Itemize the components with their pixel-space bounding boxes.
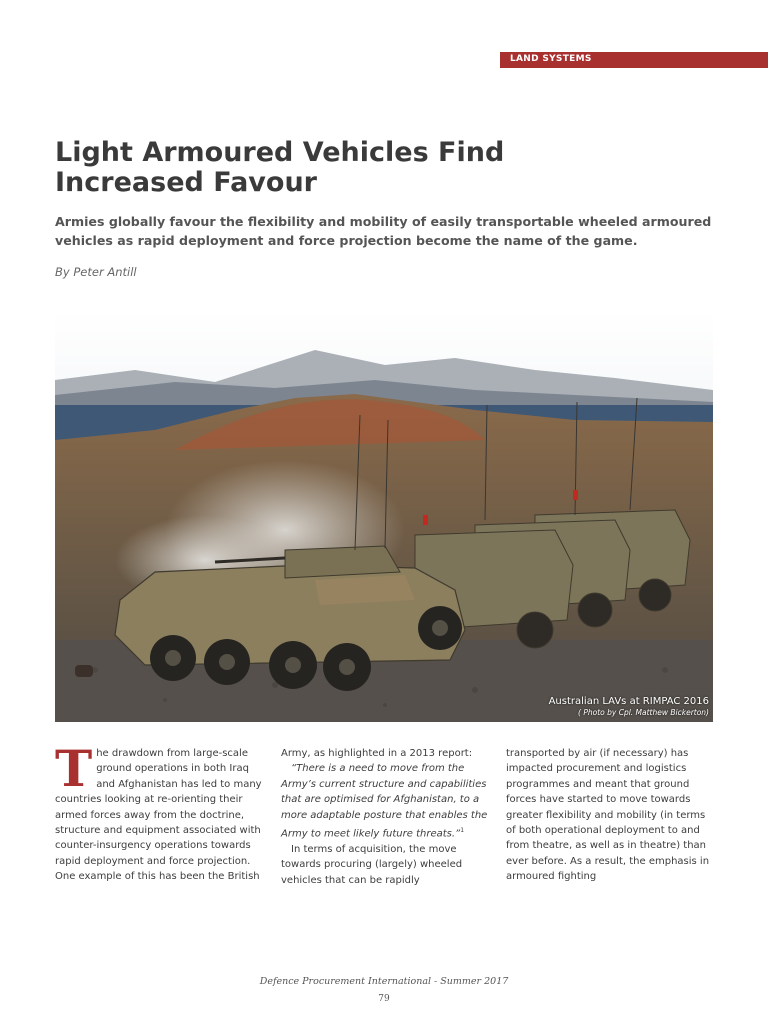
body-column-3 bbox=[506, 746, 716, 885]
body-paragraph-1 bbox=[55, 739, 267, 885]
drop-cap: T bbox=[55, 739, 93, 798]
armoured-vehicles-photo bbox=[55, 310, 713, 722]
body-paragraph-2-continued: Army, as highlighted in a 2013 report: bbox=[281, 748, 473, 759]
section-label: LAND SYSTEMS bbox=[510, 54, 592, 64]
article-title bbox=[55, 138, 695, 198]
body-paragraph-3-continued: transported by air (if necessary) has impacted procurement and logistics programmes and meant that ground forces have started to move towards greater flexibility and mobility (in terms of both operational deployment to and from theatre, as well as in theatre) than ever before. As a result, the emphasis in armoured fighting bbox=[506, 748, 710, 883]
body-paragraph-1-text: he drawdown from large-scale ground operations in both Iraq and Afghanistan has led to many countries looking at re-orienting their armed forces away from the doctrine, structure and equipment associated with counter-insurgency operations towards rapid deployment and force projection. One example of this has been the British bbox=[55, 748, 262, 883]
page-number: 79 bbox=[378, 994, 390, 1004]
publication-footer: Defence Procurement International - Summer 2017 bbox=[259, 976, 509, 987]
section-banner bbox=[500, 52, 768, 68]
body-column-1 bbox=[55, 739, 267, 885]
article-title-line-1: Light Armoured Vehicles Find bbox=[55, 137, 505, 168]
body-column-2 bbox=[281, 746, 495, 888]
footnote-marker: 1 bbox=[460, 827, 465, 835]
block-quote-text: “There is a need to move from the Army’s current structure and capabilities that are optimised for Afghanistan, to a more adaptable posture that enables the Army to meet likely future threats.” bbox=[281, 763, 488, 840]
photo-credit: ( Photo by Cpl. Matthew Bickerton) bbox=[578, 708, 709, 717]
article-byline: By Peter Antill bbox=[55, 265, 137, 279]
article-standfirst: Armies globally favour the flexibility and mobility of easily transportable wheeled armoured vehicles as rapid deployment and force projection become the name of the game. bbox=[55, 214, 712, 248]
article-photo bbox=[55, 310, 713, 722]
block-quote bbox=[281, 761, 495, 841]
photo-caption-title: Australian LAVs at RIMPAC 2016 bbox=[548, 696, 709, 707]
photo-caption bbox=[549, 696, 709, 718]
article-title-line-2: Increased Favour bbox=[55, 167, 317, 198]
body-paragraph-3: In terms of acquisition, the move towards procuring (largely) wheeled vehicles that can be rapidly bbox=[281, 843, 463, 886]
